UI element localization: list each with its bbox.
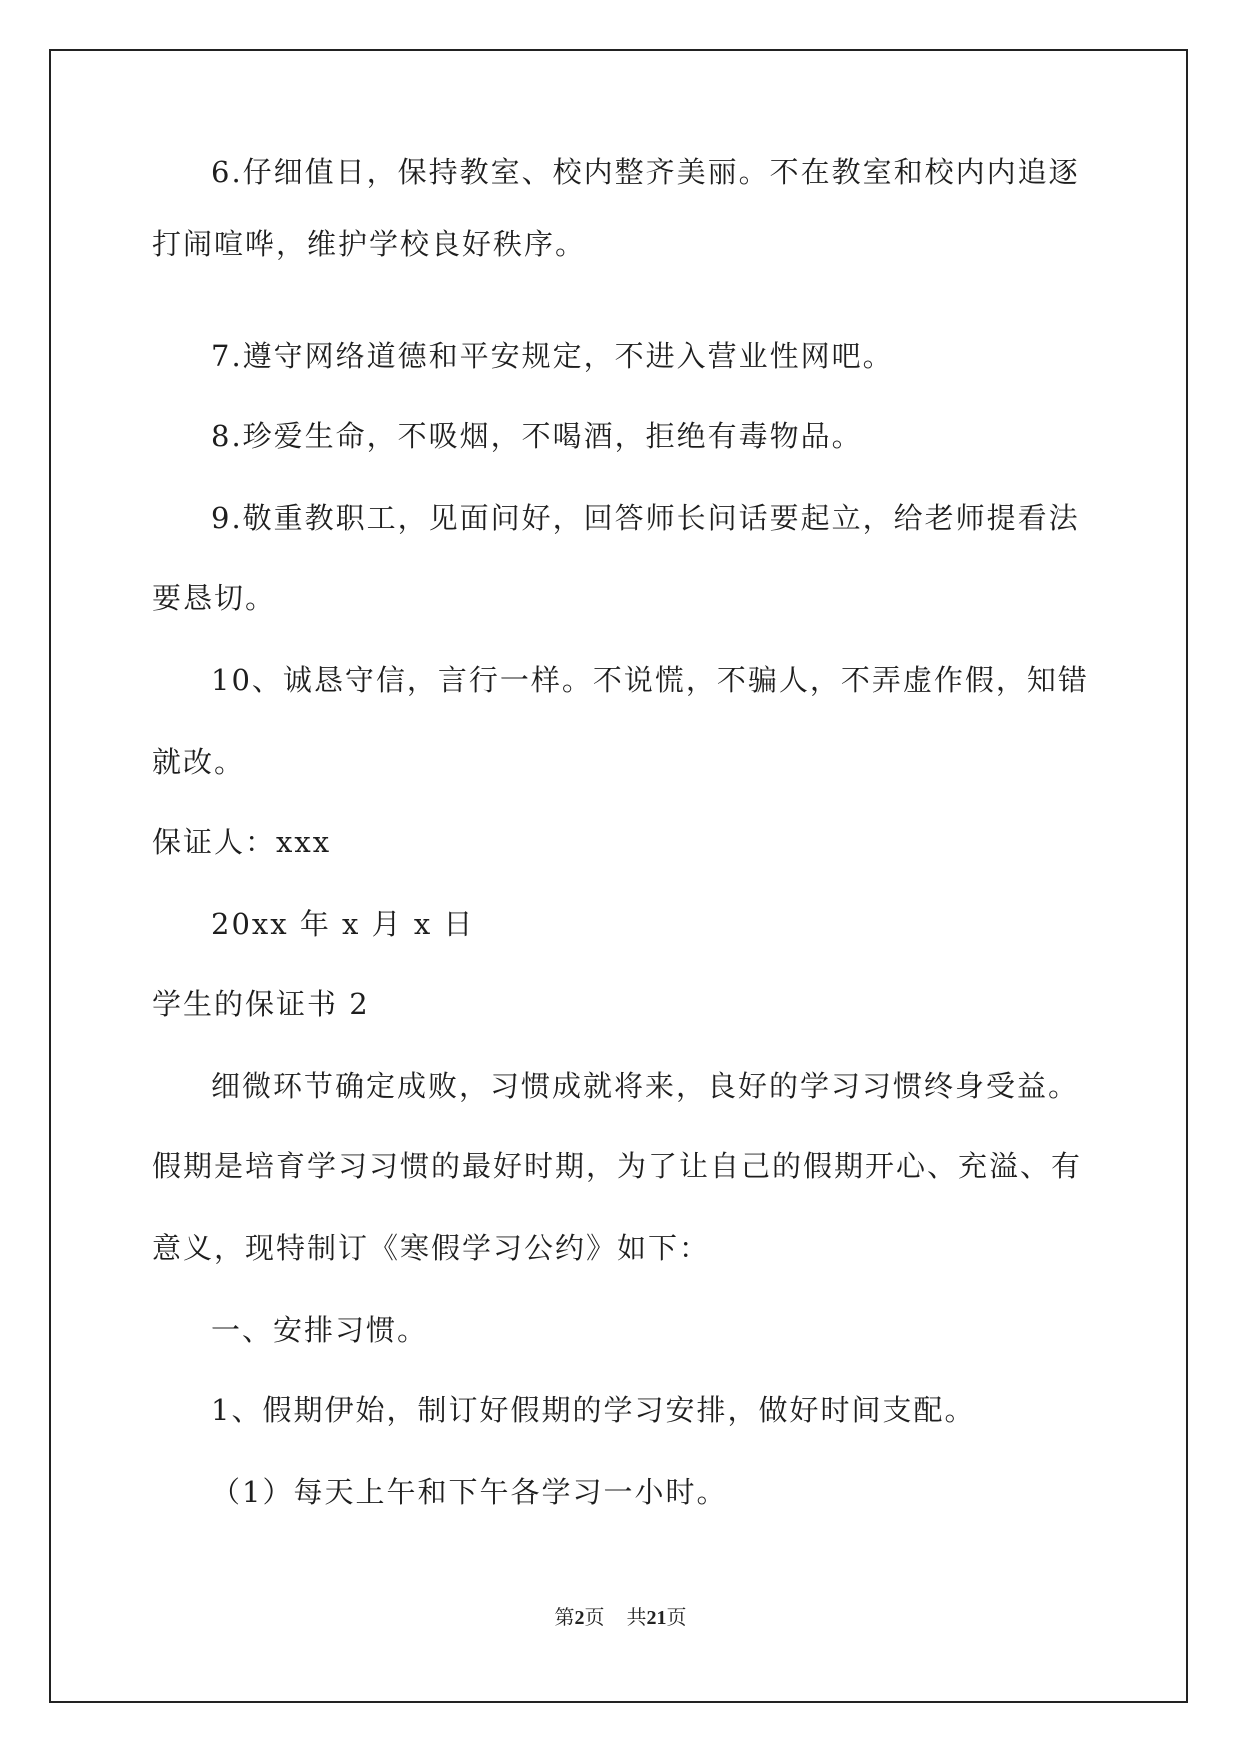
footer-total-pages: 21: [646, 1607, 667, 1629]
page-footer: [0, 1606, 1241, 1630]
item-1: 1、假期伊始，制订好假期的学习安排，做好时间支配。: [211, 1393, 976, 1427]
paragraph-line-2: 假期是培育学习习惯的最好时期，为了让自己的假期开心、充溢、有: [152, 1149, 1083, 1183]
footer-total-prefix: 共: [626, 1607, 647, 1629]
text-line-rule-8: 8.珍爱生命，不吸烟，不喝酒，拒绝有毒物品。: [211, 419, 863, 453]
footer-page-suffix: 页: [584, 1607, 605, 1629]
heading-arrange-habit: 一、安排习惯。: [211, 1313, 429, 1347]
item-1-sub-1: （1）每天上午和下午各学习一小时。: [211, 1475, 728, 1509]
page-border: [49, 49, 1188, 1703]
section-title: 学生的保证书 2: [152, 987, 370, 1021]
guarantor-line: 保证人：xxx: [152, 825, 332, 859]
footer-page-number: 2: [574, 1607, 585, 1629]
text-line-rule-6a: 6.仔细值日，保持教室、校内整齐美丽。不在教室和校内内追逐: [211, 155, 1080, 189]
text-line-rule-10a: 10、诚恳守信，言行一样。不说慌，不骗人，不弄虚作假，知错: [211, 663, 1089, 697]
text-line-rule-6b: 打闹喧哗，维护学校良好秩序。: [152, 227, 587, 261]
date-line: 20xx 年 x 月 x 日: [211, 907, 475, 941]
footer-prefix: 第: [554, 1607, 575, 1629]
paragraph-line-3: 意义，现特制订《寒假学习公约》如下：: [152, 1231, 711, 1265]
paragraph-line-1: 细微环节确定成败，习惯成就将来，良好的学习习惯终身受益。: [211, 1069, 1080, 1103]
text-line-rule-7: 7.遵守网络道德和平安规定，不进入营业性网吧。: [211, 339, 894, 373]
text-line-rule-9b: 要恳切。: [152, 581, 277, 615]
text-line-rule-10b: 就改。: [152, 745, 246, 779]
text-line-rule-9a: 9.敬重教职工，见面问好，回答师长问话要起立，给老师提看法: [211, 501, 1080, 535]
footer-total-suffix: 页: [666, 1607, 687, 1629]
